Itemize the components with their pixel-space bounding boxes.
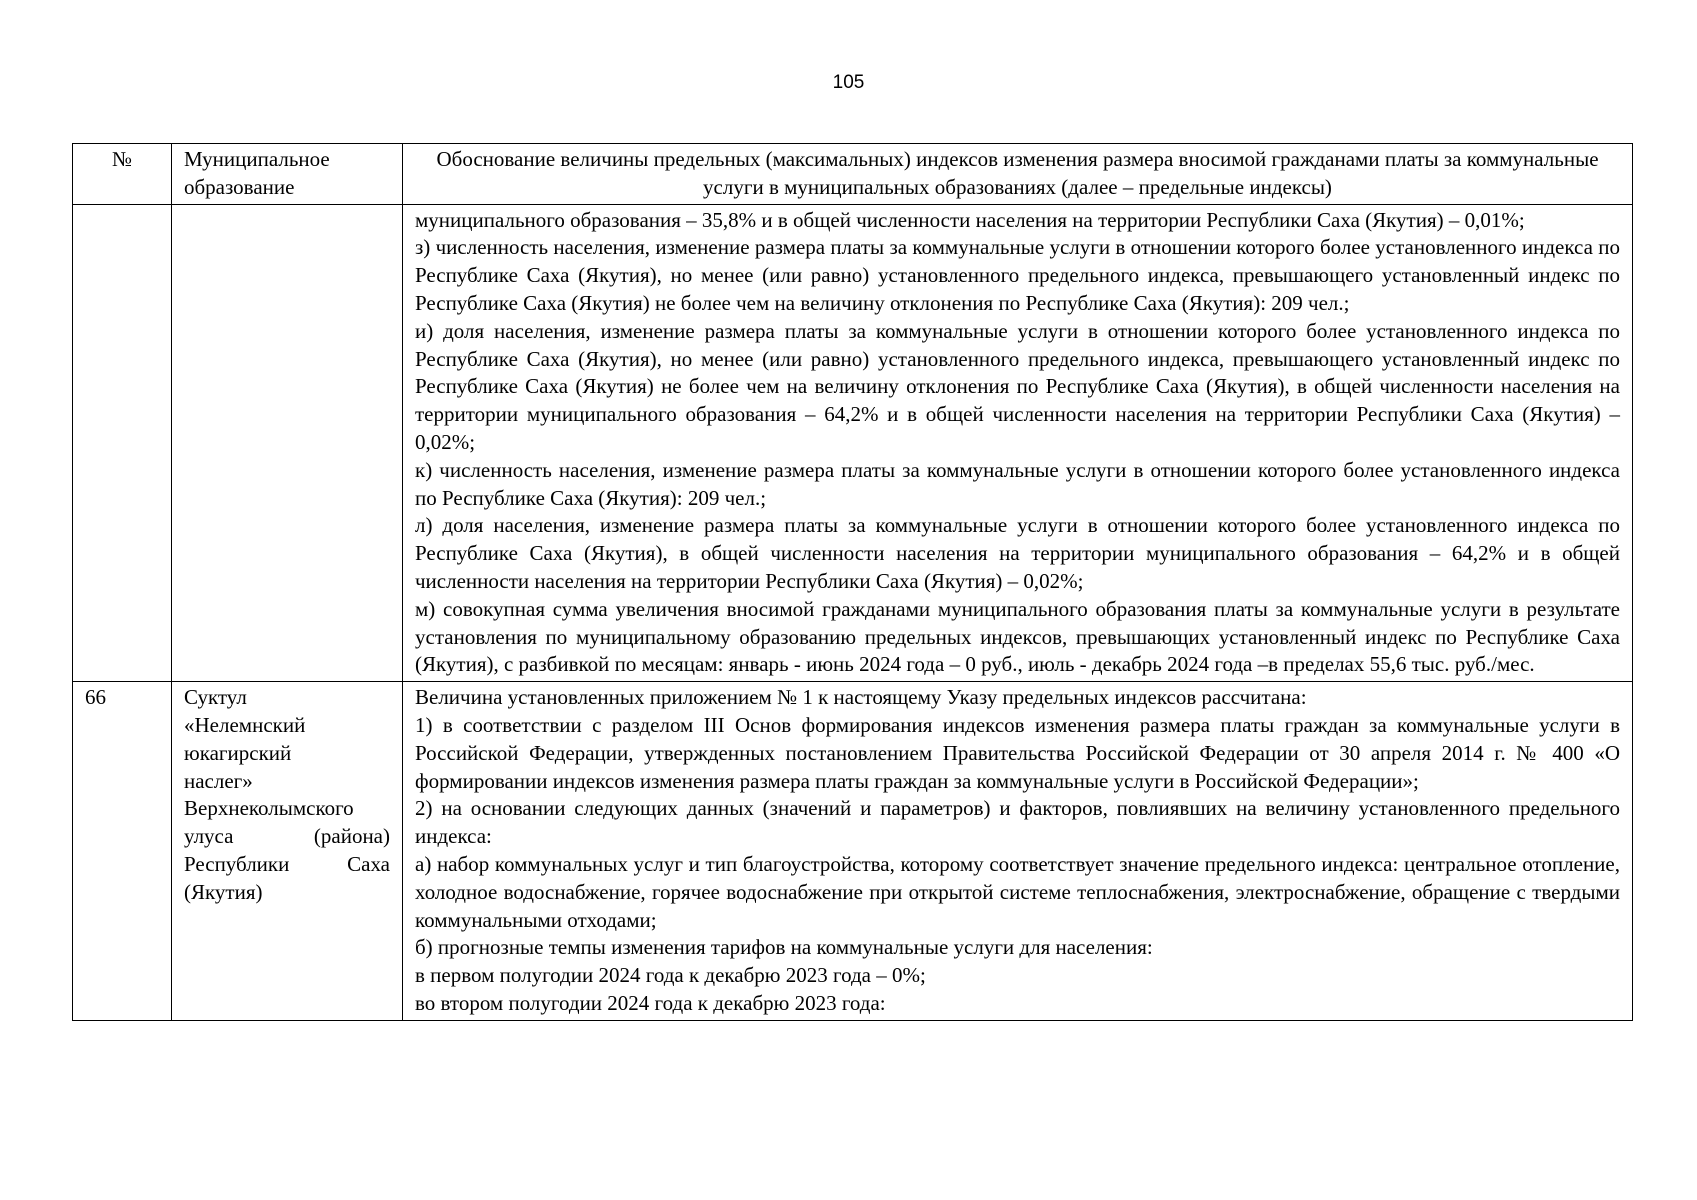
header-number: № <box>73 144 172 205</box>
justification-paragraph: б) прогнозные темпы изменения тарифов на коммунальные услуги для населения: <box>415 935 1153 960</box>
row-municipality <box>172 204 403 682</box>
justification-paragraph: 1) в соответствии с разделом III Основ формирования индексов изменения размера платы граждан за коммунальные услуги в Российской Федерации, утвержденных постановлением Правительства Российской Федерации от 30 апреля 2014 г. № 400 «О формировании индексов изменения размера платы граждан за коммунальные услуги в Российской Федерации»; <box>415 712 1620 793</box>
table-header-row <box>73 144 1633 205</box>
justification-paragraph: к) численность населения, изменение размера платы за коммунальные услуги в отношении которого более установленного индекса по Республике Саха (Якутия): 209 чел.; <box>415 457 1620 510</box>
justification-paragraph: муниципального образования – 35,8% и в общей численности населения на территории Республики Саха (Якутия) – 0,01%; <box>415 207 1525 232</box>
row-justification <box>403 682 1633 1021</box>
justification-paragraph: л) доля населения, изменение размера платы за коммунальные услуги в отношении которого более установленного индекса по Республике Саха (Якутия), в общей численности населения на территории муниципального образования – 64,2% и в общей численности населения на территории Республики Саха (Якутия) – 0,02%; <box>415 513 1620 593</box>
municipality-line: (Якутия) <box>184 879 263 904</box>
row-justification <box>403 204 1633 682</box>
table-row <box>73 204 1633 682</box>
row-number <box>73 204 172 682</box>
row-municipality <box>172 682 403 1021</box>
justification-paragraph: в первом полугодии 2024 года к декабрю 2023 года – 0%; <box>415 963 926 988</box>
municipality-line: юкагирский <box>184 740 292 765</box>
justification-table <box>72 143 1633 1021</box>
page-number: 105 <box>832 72 865 93</box>
justification-paragraph: м) совокупная сумма увеличения вносимой гражданами муниципального образования платы за коммунальные услуги в результате установления по муниципальному образованию предельных индексов, превышающих установленный индекс по Республике Саха (Якутия), с разбивкой по месяцам: январь - июнь 2024 года – 0 руб., июль - декабрь 2024 года –в пределах 55,6 тыс. руб./мес. <box>415 596 1620 677</box>
justification-paragraph: з) численность населения, изменение размера платы за коммунальные услуги в отношении которого более установленного индекса по Республике Саха (Якутия), но менее (или равно) установленного предельного индекса, превышающего установленный индекс по Республике Саха (Якутия) не более чем на величину отклонения по Республике Саха (Якутия): 209 чел.; <box>415 235 1620 315</box>
justification-paragraph: а) набор коммунальных услуг и тип благоустройства, которому соответствует значение предельного индекса: центральное отопление, холодное водоснабжение, горячее водоснабжение при открытой системе теплоснабжения, электроснабжение, обращение с твердыми коммунальными отходами; <box>415 851 1620 932</box>
justification-paragraph: и) доля населения, изменение размера платы за коммунальные услуги в отношении которого более установленного индекса по Республике Саха (Якутия), но менее (или равно) установленного предельного индекса, превышающего установленный индекс по Республике Саха (Якутия) не более чем на величину отклонения по Республике Саха (Якутия), в общей численности населения на территории муниципального образования – 64,2% и в общей численности населения на территории Республики Саха (Якутия) – 0,02%; <box>415 318 1620 454</box>
municipality-line: Республики Саха <box>184 851 390 876</box>
table-row <box>73 682 1633 1021</box>
header-justification: Обоснование величины предельных (максимальных) индексов изменения размера вносимой гражданами платы за коммунальные услуги в муниципальных образованиях (далее – предельные индексы) <box>403 144 1633 205</box>
municipality-line: Суктул <box>184 685 247 710</box>
justification-paragraph: во втором полугодии 2024 года к декабрю 2023 года: <box>415 990 886 1015</box>
row-number: 66 <box>73 682 172 1021</box>
justification-paragraph: Величина установленных приложением № 1 к настоящему Указу предельных индексов рассчитана: <box>415 685 1307 710</box>
municipality-line: Верхнеколымского <box>184 796 354 821</box>
justification-paragraph: 2) на основании следующих данных (значений и параметров) и факторов, повлиявших на величину установленного предельного индекса: <box>415 796 1620 849</box>
municipality-line: наслег» <box>184 768 253 793</box>
municipality-line: улуса (района) <box>184 824 390 849</box>
header-municipality: Муниципальное образование <box>172 144 403 205</box>
municipality-line: «Нелемнский <box>184 712 306 737</box>
